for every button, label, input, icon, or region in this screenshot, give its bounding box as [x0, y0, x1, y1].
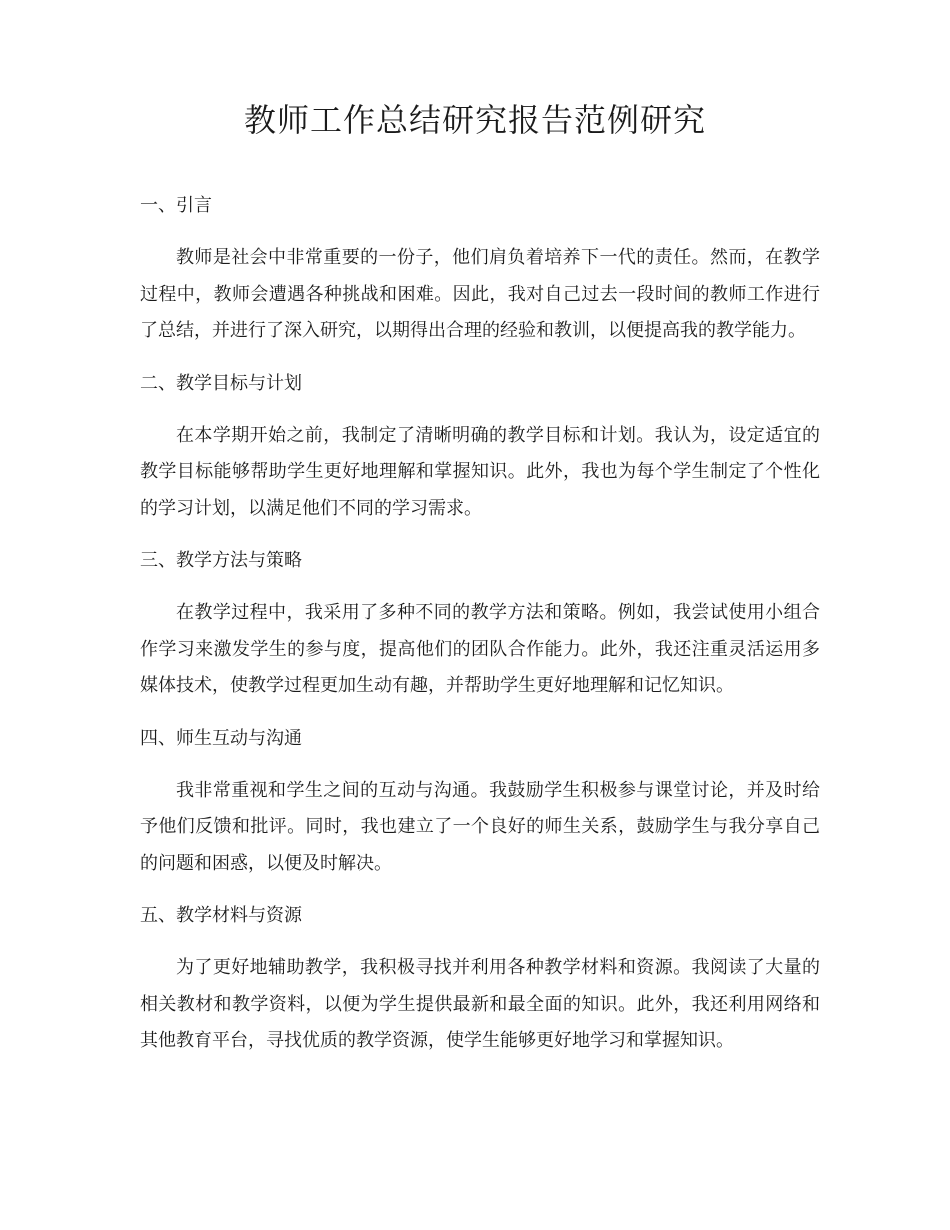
section-paragraph: 教师是社会中非常重要的一份子，他们肩负着培养下一代的责任。然而，在教学过程中，教师会遭遇各种挑战和困难。因此，我对自己过去一段时间的教师工作进行了总结，并进行了深入研究，以期得出合理的经验和教训，以便提高我的教学能力。 [140, 247, 820, 341]
section-paragraph: 我非常重视和学生之间的互动与沟通。我鼓励学生积极参与课堂讨论，并及时给予他们反馈和批评。同时，我也建立了一个良好的师生关系，鼓励学生与我分享自己的问题和困惑，以便及时解决。 [140, 779, 820, 874]
section-paragraph: 为了更好地辅助教学，我积极寻找并利用各种教学材料和资源。我阅读了大量的相关教材和教学资料，以便为学生提供最新和最全面的知识。此外，我还利用网络和其他教育平台，寻找优质的教学资源，使学生能够更好地学习和掌握知识。 [140, 957, 820, 1051]
section-heading: 二、教学目标与计划 [140, 372, 302, 394]
section-paragraph: 在教学过程中，我采用了多种不同的教学方法和策略。例如，我尝试使用小组合作学习来激发学生的参与度，提高他们的团队合作能力。此外，我还注重灵活运用多媒体技术，使教学过程更加生动有趣，并帮助学生更好地理解和记忆知识。 [140, 602, 820, 696]
section-interaction-and-communication [140, 721, 820, 883]
section-heading: 四、师生互动与沟通 [140, 727, 302, 749]
section-materials-and-resources [140, 898, 820, 1060]
page-title: 教师工作总结研究报告范例研究 [243, 101, 706, 139]
section-heading: 一、引言 [140, 195, 212, 216]
section-paragraph: 在本学期开始之前，我制定了清晰明确的教学目标和计划。我认为，设定适宜的教学目标能够帮助学生更好地理解和掌握知识。此外，我也为每个学生制定了个性化的学习计划，以满足他们不同的学习需求。 [140, 424, 820, 519]
section-methods-and-strategies [140, 543, 820, 705]
section-goals-and-plans [140, 366, 820, 528]
document-body [140, 188, 820, 1076]
section-heading: 三、教学方法与策略 [140, 550, 302, 571]
section-introduction [140, 188, 820, 350]
section-heading: 五、教学材料与资源 [140, 905, 302, 926]
